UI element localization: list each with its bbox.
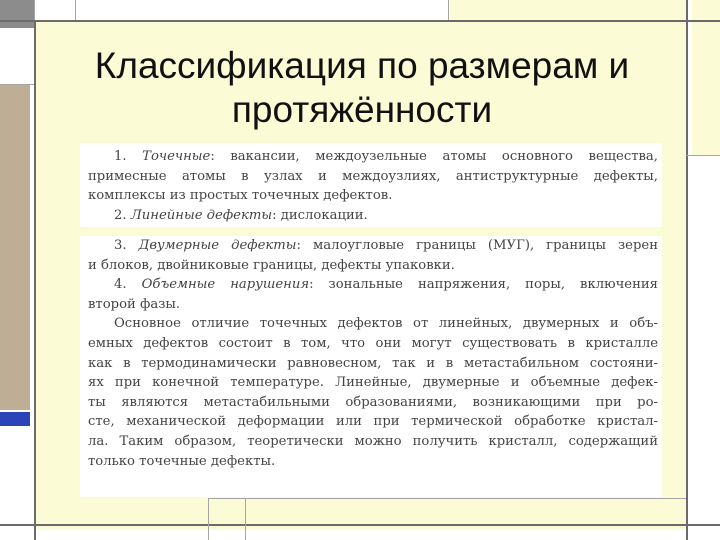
frame-right-line <box>686 0 688 540</box>
frame-gray-block <box>0 0 34 28</box>
frame-blue-block <box>0 412 30 426</box>
frame-line <box>208 498 686 499</box>
scan-line: ла. Таким образом, теоретически можно получить кристалл, содержащий <box>88 433 658 449</box>
scan-line: ты являются метастабильными образованиями, возникающими при ро- <box>88 394 658 410</box>
frame-top-line <box>0 20 720 22</box>
slide-title <box>40 44 684 132</box>
frame-left-line <box>34 20 36 540</box>
frame-cream-right-top <box>450 0 686 20</box>
title-line-1: Классификация по размерам и <box>94 45 630 86</box>
frame-line <box>448 0 449 20</box>
scan-line: и блоков, двойниковые границы, дефекты упаковки. <box>88 257 455 273</box>
scan-line: второй фазы. <box>88 296 181 312</box>
title-line-2: протяжённости <box>231 89 493 130</box>
scan-line: 4. Объемные нарушения: зональные напряжения, поры, включения <box>114 277 658 293</box>
frame-line <box>0 84 34 85</box>
scan-gap <box>80 227 662 236</box>
scan-line: емных дефектов состоит в том, что они могут существовать в кристалле <box>88 335 658 351</box>
frame-line <box>75 0 76 20</box>
scan-line: Основное отличие точечных дефектов от линейных, двумерных и объ- <box>114 316 658 332</box>
frame-line <box>686 155 720 156</box>
scanned-text-image <box>80 143 662 497</box>
frame-cream-right <box>692 0 720 155</box>
scan-block-1 <box>88 147 658 225</box>
frame-bottom-line <box>0 524 720 526</box>
scan-line: комплексы из простых точечных дефектов. <box>88 188 393 204</box>
scan-line: примесные атомы в узлах и междоузлиях, антиструктурные дефекты, <box>88 168 658 184</box>
scan-line: как в термодинамически равновесном, так и в метастабильном состояни- <box>88 355 658 371</box>
scan-line: сте, механической деформации или при термической обработке кристал- <box>88 414 658 430</box>
scan-line: 2. Линейные дефекты: дислокации. <box>114 207 368 223</box>
scan-line: только точечные дефекты. <box>88 453 276 469</box>
scan-line: 3. Двумерные дефекты: малоугловые границы (МУГ), границы зерен <box>114 238 658 253</box>
scan-line: 1. Точечные: вакансии, междоузельные атомы основного вещества, <box>114 149 658 164</box>
frame-tan-block <box>0 84 30 410</box>
frame-line <box>245 498 246 540</box>
scan-line: ях при конечной температуре. Линейные, двумерные и объемные дефек- <box>88 375 658 391</box>
frame-line <box>208 498 209 540</box>
scan-block-2 <box>88 236 658 471</box>
